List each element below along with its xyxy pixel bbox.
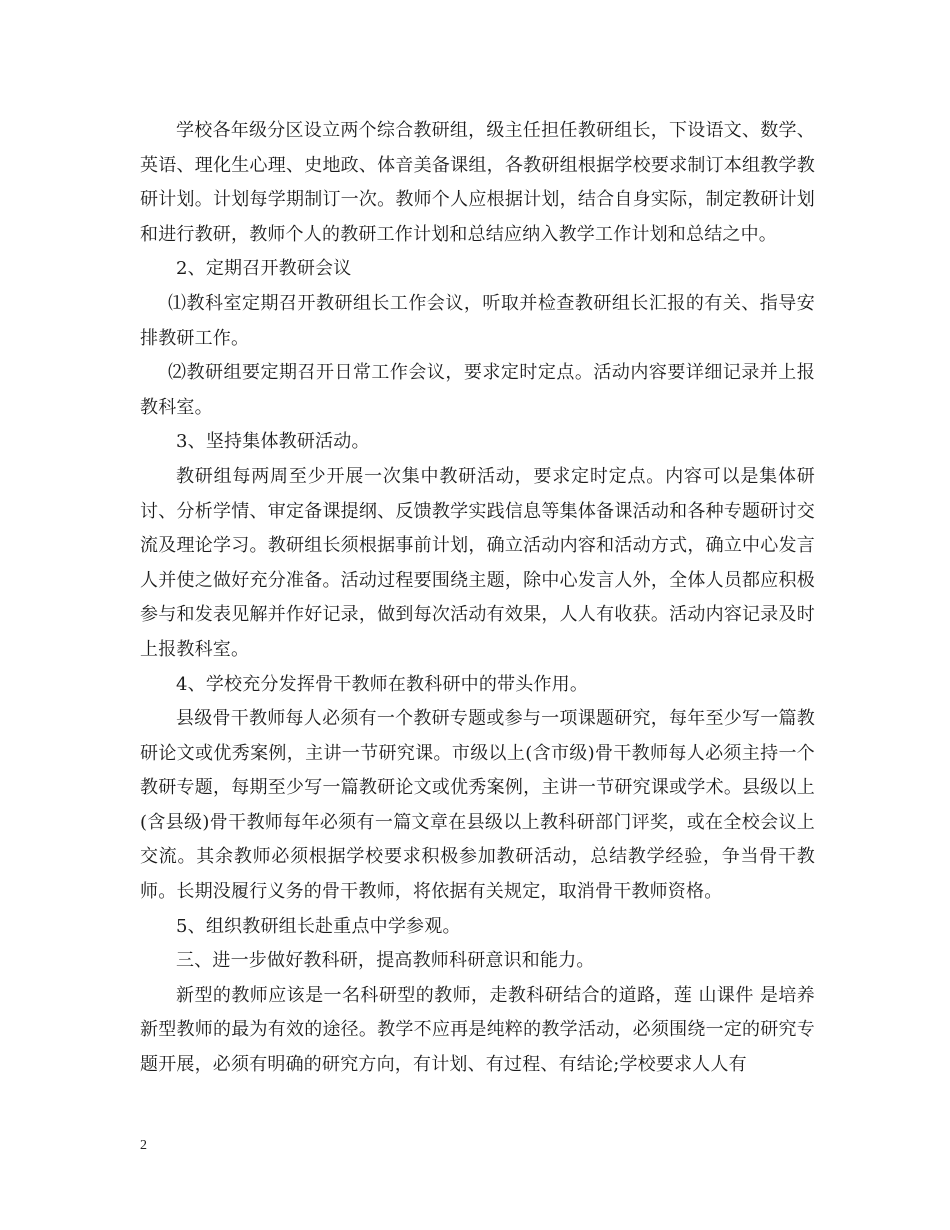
heading-school-visit: 5、组织教研组长赴重点中学参观。 xyxy=(176,915,461,937)
paragraph-meeting-item-2: ⑵教研组要定期召开日常工作会议，要求定时定点。活动内容要详细记录并上报教科室。 xyxy=(140,362,815,418)
document-body xyxy=(140,114,815,1083)
heading-backbone-teachers: 4、学校充分发挥骨干教师在教科研中的带头作用。 xyxy=(176,673,589,695)
heading-collective-research: 3、坚持集体教研活动。 xyxy=(176,431,370,453)
page-number: 2 xyxy=(140,1138,147,1153)
paragraph-collective-research: 教研组每两周至少开展一次集中教研活动，要求定时定点。内容可以是集体研讨、分析学情、审定备课提纲、反馈教学实践信息等集体备课活动和各种专题研讨交流及理论学习。教研组长须根据事前计划，确立活动内容和活动方式，确立中心发言人并使之做好充分准备。活动过程要围绕主题，除中心发言人外，全体人员都应积极参与和发表见解并作好记录，做到每次活动有效果，人人有收获。活动内容记录及时上报教科室。 xyxy=(140,465,815,660)
heading-regular-meetings: 2、定期召开教研会议 xyxy=(176,258,352,280)
paragraph-research-teacher: 新型的教师应该是一名科研型的教师，走教科研结合的道路，莲 山课件 是培养新型教师的最为有效的途径。教学不应再是纯粹的教学活动，必须围绕一定的研究专题开展，必须有明确的研究方向，有计划、有过程、有结论;学校要求人人有 xyxy=(140,984,815,1076)
heading-section-three: 三、进一步做好教科研，提高教师科研意识和能力。 xyxy=(176,950,595,972)
paragraph-teaching-groups: 学校各年级分区设立两个综合教研组，级主任担任教研组长，下设语文、数学、英语、理化生心理、史地政、体音美备课组，各教研组根据学校要求制订本组教学教研计划。计划每学期制订一次。教师个人应根据计划，结合自身实际，制定教研计划和进行教研，教师个人的教研工作计划和总结应纳入教学工作计划和总结之中。 xyxy=(140,120,815,245)
paragraph-backbone-teachers: 县级骨干教师每人必须有一个教研专题或参与一项课题研究，每年至少写一篇教研论文或优秀案例，主讲一节研究课。市级以上(含市级)骨干教师每人必须主持一个教研专题，每期至少写一篇教研论文或优秀案例，主讲一节研究课或学术。县级以上(含县级)骨干教师每年必须有一篇文章在县级以上教科研部门评奖，或在全校会议上交流。其余教师必须根据学校要求积极参加教研活动，总结教学经验，争当骨干教师。长期没履行义务的骨干教师，将依据有关规定，取消骨干教师资格。 xyxy=(140,708,815,903)
paragraph-meeting-item-1: ⑴教科室定期召开教研组长工作会议，听取并检查教研组长汇报的有关、指导安排教研工作。 xyxy=(140,292,815,349)
